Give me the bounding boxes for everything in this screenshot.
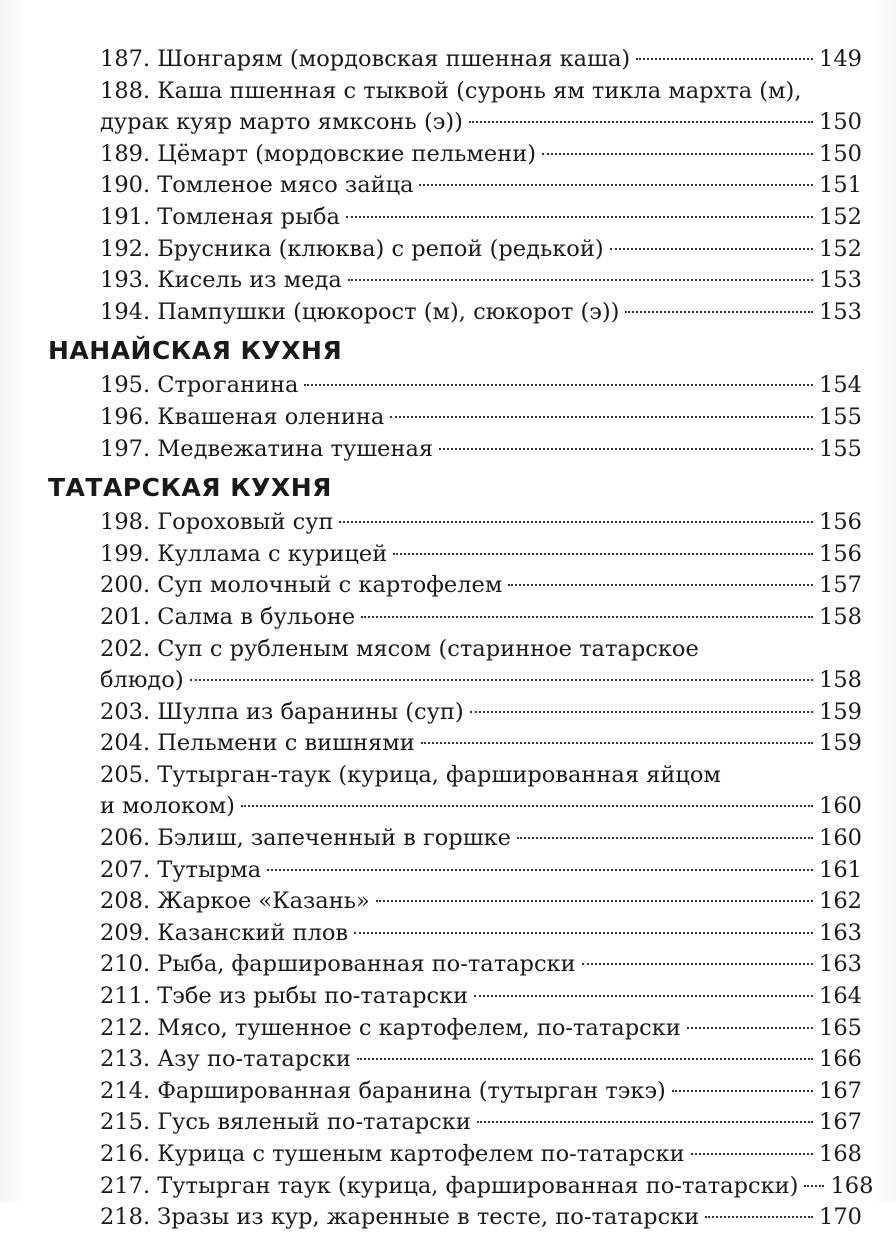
toc-entry[interactable] <box>0 1139 896 1171</box>
entry-title: 209. Казанский плов <box>100 919 349 946</box>
dot-leader <box>390 416 813 418</box>
table-of-contents <box>0 44 896 1234</box>
toc-entry[interactable] <box>0 76 896 139</box>
page-number: 165 <box>819 1014 862 1041</box>
entry-title: 191. Томленая рыба <box>100 203 340 230</box>
entry-title: 190. Томленое мясо зайца <box>100 172 414 199</box>
dot-leader <box>346 216 813 218</box>
page-number: 170 <box>819 1204 862 1231</box>
toc-entry[interactable] <box>0 886 896 918</box>
dot-leader <box>190 679 813 681</box>
page-number: 167 <box>819 1109 862 1136</box>
dot-leader <box>361 616 813 618</box>
entry-title: 205. Тутырган-таук (курица, фаршированная яйцом <box>100 761 721 788</box>
toc-entry[interactable] <box>0 981 896 1013</box>
dot-leader <box>625 311 813 313</box>
toc-entry[interactable] <box>0 1013 896 1045</box>
toc-entry[interactable] <box>0 44 896 76</box>
page-number: 163 <box>819 919 862 946</box>
page-number: 150 <box>819 140 862 167</box>
entry-title: и молоком) <box>100 793 235 820</box>
toc-entry[interactable] <box>0 760 896 823</box>
entry-title: 218. Зразы из кур, жаренные в тесте, по-татарски <box>100 1204 700 1231</box>
page-number: 167 <box>819 1077 862 1104</box>
dot-leader <box>241 805 813 807</box>
entry-title: 195. Строганина <box>100 372 299 399</box>
page-number: 155 <box>819 435 862 462</box>
dot-leader <box>354 932 813 934</box>
dot-leader <box>267 869 813 871</box>
entry-title: 188. Каша пшенная с тыквой (суронь ям тикла мархта (м), <box>100 77 802 104</box>
dot-leader <box>474 995 813 997</box>
dot-leader <box>469 121 813 123</box>
toc-entry[interactable] <box>0 918 896 950</box>
entry-title: 206. Бэлиш, запеченный в горшке <box>100 825 511 852</box>
toc-entry[interactable] <box>0 570 896 602</box>
entry-title: 201. Салма в бульоне <box>100 603 356 630</box>
entry-title: 187. Шонгарям (мордовская пшенная каша) <box>100 46 631 72</box>
entry-title: 215. Гусь вяленый по-татарски <box>100 1109 471 1136</box>
entry-title: 194. Пампушки (цюкорост (м), сюкорот (э)) <box>100 298 620 325</box>
entry-title: 214. Фаршированная баранина (тутырган тэкэ) <box>100 1077 666 1104</box>
toc-entry[interactable] <box>0 1202 896 1234</box>
toc-entry[interactable] <box>0 402 896 434</box>
entry-title: 217. Тутырган таук (курица, фаршированная по-татарски) <box>100 1172 799 1199</box>
toc-entry[interactable] <box>0 728 896 760</box>
toc-entry[interactable] <box>0 1076 896 1108</box>
page-number: 150 <box>819 109 862 136</box>
page-number: 162 <box>819 888 862 915</box>
entry-title: 210. Рыба, фаршированная по-татарски <box>100 951 576 978</box>
entry-title: 193. Кисель из меда <box>100 267 342 294</box>
dot-leader <box>804 1185 824 1187</box>
page-number: 151 <box>819 172 862 199</box>
toc-entry[interactable] <box>0 234 896 266</box>
toc-entry[interactable] <box>0 1171 896 1203</box>
section-heading: ТАТАРСКАЯ КУХНЯ <box>48 473 332 503</box>
toc-entry[interactable] <box>0 1107 896 1139</box>
toc-entry[interactable] <box>0 170 896 202</box>
dot-leader <box>348 279 813 281</box>
entry-title: 208. Жаркое «Казань» <box>100 888 370 915</box>
page-number: 164 <box>819 983 862 1010</box>
toc-entry[interactable] <box>0 297 896 329</box>
dot-leader <box>376 900 813 902</box>
dot-leader <box>477 1121 813 1123</box>
entry-title: 211. Тэбе из рыбы по-татарски <box>100 983 469 1010</box>
entry-title: дурак куяр марто ямксонь (э)) <box>100 109 463 136</box>
entry-title: 189. Цёмарт (мордовские пельмени) <box>100 140 536 167</box>
toc-entry[interactable] <box>0 434 896 466</box>
dot-leader <box>517 837 813 839</box>
page-number: 168 <box>819 1141 862 1167</box>
entry-title: блюдо) <box>100 667 184 694</box>
toc-entry[interactable] <box>0 602 896 634</box>
page-number: 154 <box>819 372 862 399</box>
page-number: 153 <box>819 298 862 325</box>
toc-entry[interactable] <box>0 539 896 571</box>
page-number: 149 <box>819 46 862 72</box>
toc-entry[interactable] <box>0 202 896 234</box>
toc-entry[interactable] <box>0 823 896 855</box>
page-number: 160 <box>819 825 862 852</box>
toc-entry[interactable] <box>0 139 896 171</box>
toc-entry[interactable] <box>0 855 896 887</box>
page-number: 157 <box>819 572 862 599</box>
page-number: 152 <box>819 203 862 230</box>
page-number: 153 <box>819 267 862 294</box>
dot-leader <box>393 553 813 555</box>
toc-entry[interactable] <box>0 370 896 402</box>
dot-leader <box>339 521 813 523</box>
page-number: 156 <box>819 540 862 567</box>
page-number: 160 <box>819 793 862 820</box>
page-number: 155 <box>819 403 862 430</box>
entry-title: 202. Суп с рубленым мясом (старинное татарское <box>100 635 699 662</box>
entry-title: 213. Азу по-татарски <box>100 1046 351 1073</box>
page-number: 156 <box>819 509 862 536</box>
page-number: 159 <box>819 698 862 725</box>
dot-leader <box>421 742 813 744</box>
dot-leader <box>691 1153 813 1155</box>
dot-leader <box>687 1027 813 1029</box>
dot-leader <box>672 1090 813 1092</box>
toc-entry[interactable] <box>0 949 896 981</box>
toc-entry[interactable] <box>0 507 896 539</box>
entry-title: 192. Брусника (клюква) с репой (редькой) <box>100 235 604 262</box>
dot-leader <box>582 963 813 965</box>
entry-title: 200. Суп молочный с картофелем <box>100 572 503 599</box>
entry-title: 207. Тутырма <box>100 856 262 883</box>
dot-leader <box>610 248 813 250</box>
entry-title: 196. Квашеная оленина <box>100 403 385 430</box>
toc-entry[interactable] <box>0 1044 896 1076</box>
entry-title: 197. Медвежатина тушеная <box>100 435 434 462</box>
dot-leader <box>419 184 813 186</box>
page-number: 168 <box>830 1172 874 1199</box>
dot-leader <box>636 58 813 60</box>
dot-leader <box>542 153 813 155</box>
dot-leader <box>470 711 813 713</box>
page-number: 159 <box>819 730 862 757</box>
section-heading: НАНАЙСКАЯ КУХНЯ <box>48 336 343 366</box>
page-number: 163 <box>819 951 862 978</box>
page-number: 158 <box>819 667 862 694</box>
dot-leader <box>439 448 813 450</box>
page-number: 158 <box>819 603 862 630</box>
entry-title: 203. Шулпа из баранины (суп) <box>100 698 464 725</box>
page-number: 161 <box>819 856 862 883</box>
entry-title: 212. Мясо, тушенное с картофелем, по-татарски <box>100 1014 681 1041</box>
page-number: 152 <box>819 235 862 262</box>
dot-leader <box>705 1216 813 1218</box>
dot-leader <box>357 1058 813 1060</box>
entry-title: 204. Пельмени с вишнями <box>100 730 415 757</box>
entry-title: 199. Куллама с курицей <box>100 540 388 567</box>
toc-entry[interactable] <box>0 634 896 697</box>
entry-title: 198. Гороховый суп <box>100 509 334 536</box>
dot-leader <box>508 584 813 586</box>
dot-leader <box>304 384 813 386</box>
toc-entry[interactable] <box>0 265 896 297</box>
entry-title: 216. Курица с тушеным картофелем по-татарски <box>100 1141 685 1167</box>
page-number: 166 <box>819 1046 862 1073</box>
toc-entry[interactable] <box>0 697 896 729</box>
